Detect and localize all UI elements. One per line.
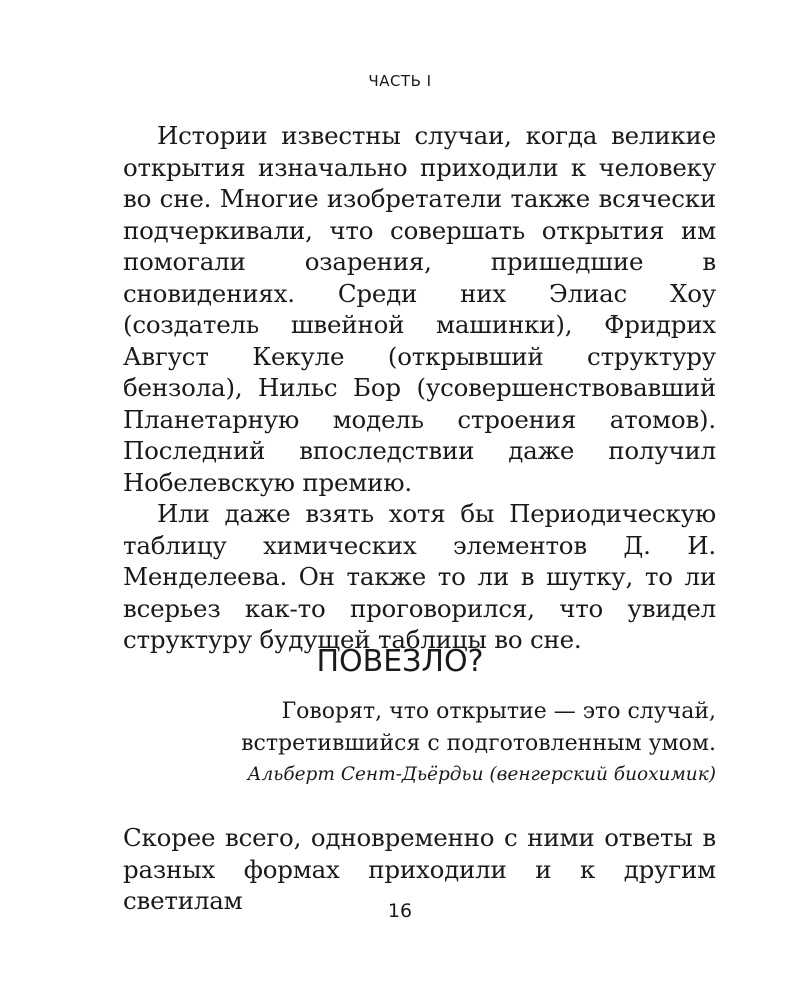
body-text-block [123, 120, 716, 656]
epigraph-author: Альберт Сент-Дьёрдьи (венгерский биохимик) [247, 764, 716, 785]
paragraph-continuation: Скорее всего, одновременно с ними ответы в разных формах приходили и к другим светилам [123, 823, 716, 915]
epigraph [196, 696, 716, 790]
section-heading: ПОВЕЗЛО? [316, 644, 484, 679]
paragraph-dreams-discoveries: Истории известны случаи, когда великие открытия изначально приходили к человеку во сне. Многие изобретатели также всячески подчеркивали, что совершать открытия им помогали озарения, пришедшие в сновидениях. Среди них Элиас Хоу (создатель швейной машинки), Фридрих Август Кекуле (открывший структуру бензола), Нильс Бор (усовершенствовавший Планетарную модель строения атомов). Последний впоследствии даже получил Нобелевскую премию. [123, 121, 716, 497]
page-number: 16 [387, 900, 413, 922]
epigraph-quote-line-2: встретившийся с подготовленным умом. [241, 731, 716, 756]
epigraph-quote-line-1: Говорят, что открытие — это случай, [281, 699, 716, 724]
paragraph-mendeleev: Или даже взять хотя бы Периодическую таблицу химических элементов Д. И. Менделеева. Он также то ли в шутку, то ли всерьез как-то проговорился, что увидел структуру будущей таблицы во сне. [123, 499, 716, 654]
running-head: ЧАСТЬ I [368, 72, 432, 90]
